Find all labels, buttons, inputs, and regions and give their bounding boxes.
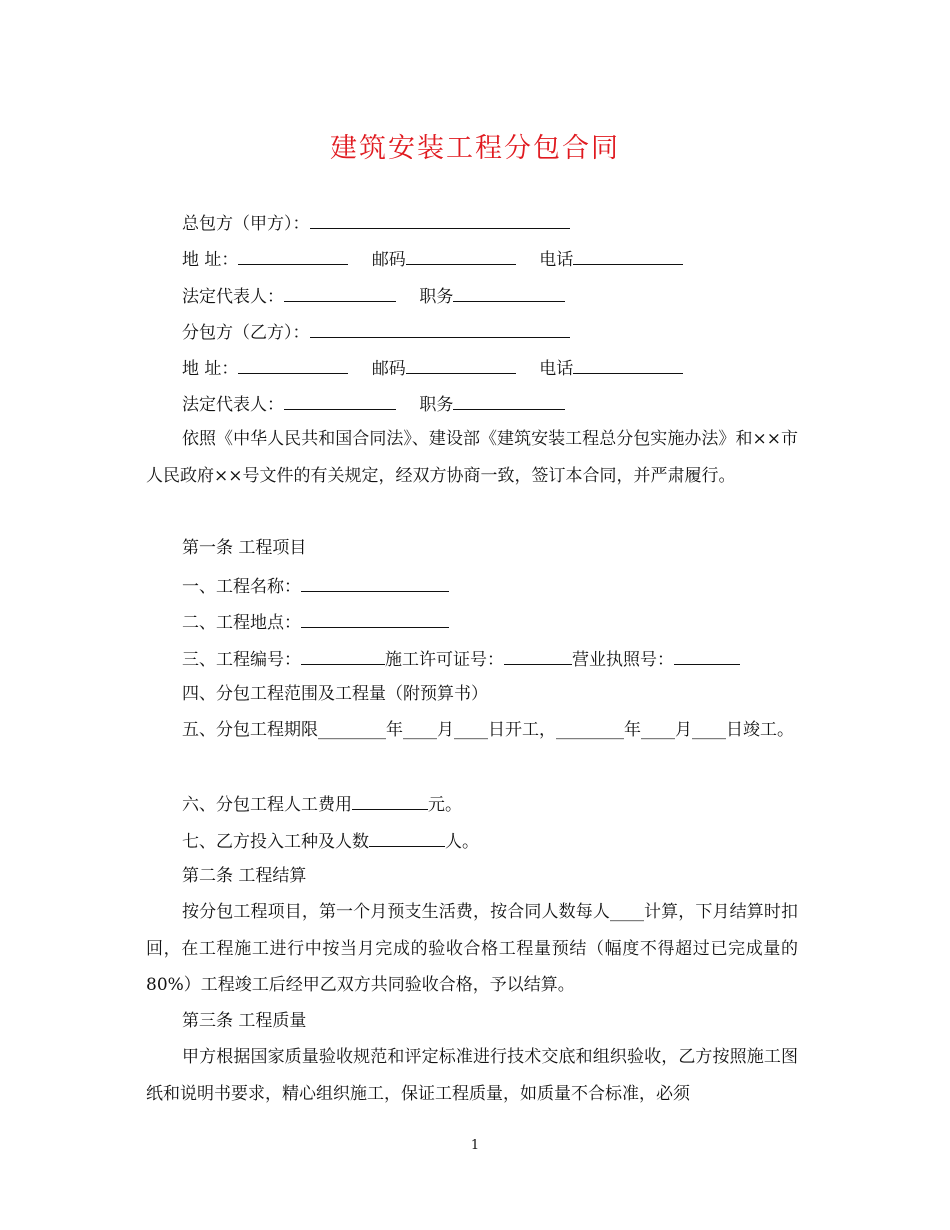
phone-label: 电话	[539, 250, 574, 270]
party-a-rep-line	[182, 283, 565, 309]
intro-paragraph: 依照《中华人民共和国合同法》、建设部《建筑安装工程总分包实施办法》和××市人民政府××号文件的有关规定，经双方协商一致，签订本合同，并严肃履行。	[146, 429, 798, 486]
item-5-paragraph: 五、分包工程期限________年____月____日开工，________年____月____日竣工。	[182, 720, 794, 740]
phone-label: 电话	[539, 359, 574, 379]
address-blank	[238, 246, 348, 265]
item-6-blank	[352, 791, 428, 810]
item-1-label: 一、工程名称：	[182, 577, 301, 597]
position-label: 职务	[419, 395, 454, 415]
legal-rep-label: 法定代表人：	[182, 287, 284, 307]
page-number: 1	[470, 1138, 480, 1153]
article-3-title: 第三条 工程质量	[182, 1011, 307, 1031]
item-1-blank	[301, 573, 449, 592]
permit-label: 施工许可证号：	[385, 650, 504, 670]
party-a-blank	[310, 210, 570, 229]
item-3-label: 三、工程编号：	[182, 650, 301, 670]
party-b-line	[182, 319, 570, 345]
party-b-address-line	[182, 355, 683, 381]
zip-blank	[406, 246, 516, 265]
license-blank	[674, 646, 740, 665]
position-blank	[453, 391, 565, 410]
article-2-paragraph: 按分包工程项目，第一个月预支生活费，按合同人数每人____计算，下月结算时扣回，在工程施工进行中按当月完成的验收合格工程量预结（幅度不得超过已完成量的80%）工程竣工后经甲乙双方共同验收合格，予以结算。	[146, 902, 798, 995]
item-1-line	[182, 573, 449, 599]
item-6-label: 六、分包工程人工费用	[182, 795, 352, 815]
permit-blank	[504, 646, 572, 665]
item-7-unit: 人。	[445, 832, 479, 852]
address-blank	[238, 355, 348, 374]
article-3-paragraph: 甲方根据国家质量验收规范和评定标准进行技术交底和组织验收，乙方按照施工图纸和说明书要求，精心组织施工，保证工程质量，如质量不合标准，必须	[146, 1047, 798, 1104]
item-6-unit: 元。	[428, 795, 462, 815]
legal-rep-label: 法定代表人：	[182, 395, 284, 415]
article-1-title: 第一条 工程项目	[182, 538, 307, 558]
party-b-blank	[310, 319, 570, 338]
item-2-blank	[301, 609, 449, 628]
item-3-number-blank	[301, 646, 385, 665]
address-label: 地 址：	[182, 250, 239, 270]
legal-rep-blank	[284, 283, 396, 302]
license-label: 营业执照号：	[572, 650, 674, 670]
item-2-label: 二、工程地点：	[182, 613, 301, 633]
item-6-line	[182, 791, 462, 817]
phone-blank	[573, 246, 683, 265]
zip-blank	[406, 355, 516, 374]
party-a-label: 总包方（甲方）：	[182, 214, 310, 234]
item-2-line	[182, 609, 449, 635]
article-2-title: 第二条 工程结算	[182, 866, 307, 886]
address-label: 地 址：	[182, 359, 239, 379]
item-4-line: 四、分包工程范围及工程量（附预算书）	[182, 684, 488, 704]
zip-label: 邮码	[371, 359, 406, 379]
legal-rep-blank	[284, 391, 396, 410]
position-label: 职务	[419, 287, 454, 307]
item-7-label: 七、乙方投入工种及人数	[182, 832, 369, 852]
zip-label: 邮码	[371, 250, 406, 270]
item-7-line	[182, 828, 479, 854]
item-7-blank	[369, 828, 445, 847]
position-blank	[453, 283, 565, 302]
document-title: 建筑安装工程分包合同	[330, 133, 620, 164]
party-b-label: 分包方（乙方）：	[182, 323, 310, 343]
phone-blank	[573, 355, 683, 374]
party-a-address-line	[182, 246, 683, 272]
item-3-line	[182, 646, 740, 672]
party-b-rep-line	[182, 391, 565, 417]
party-a-line	[182, 210, 570, 236]
